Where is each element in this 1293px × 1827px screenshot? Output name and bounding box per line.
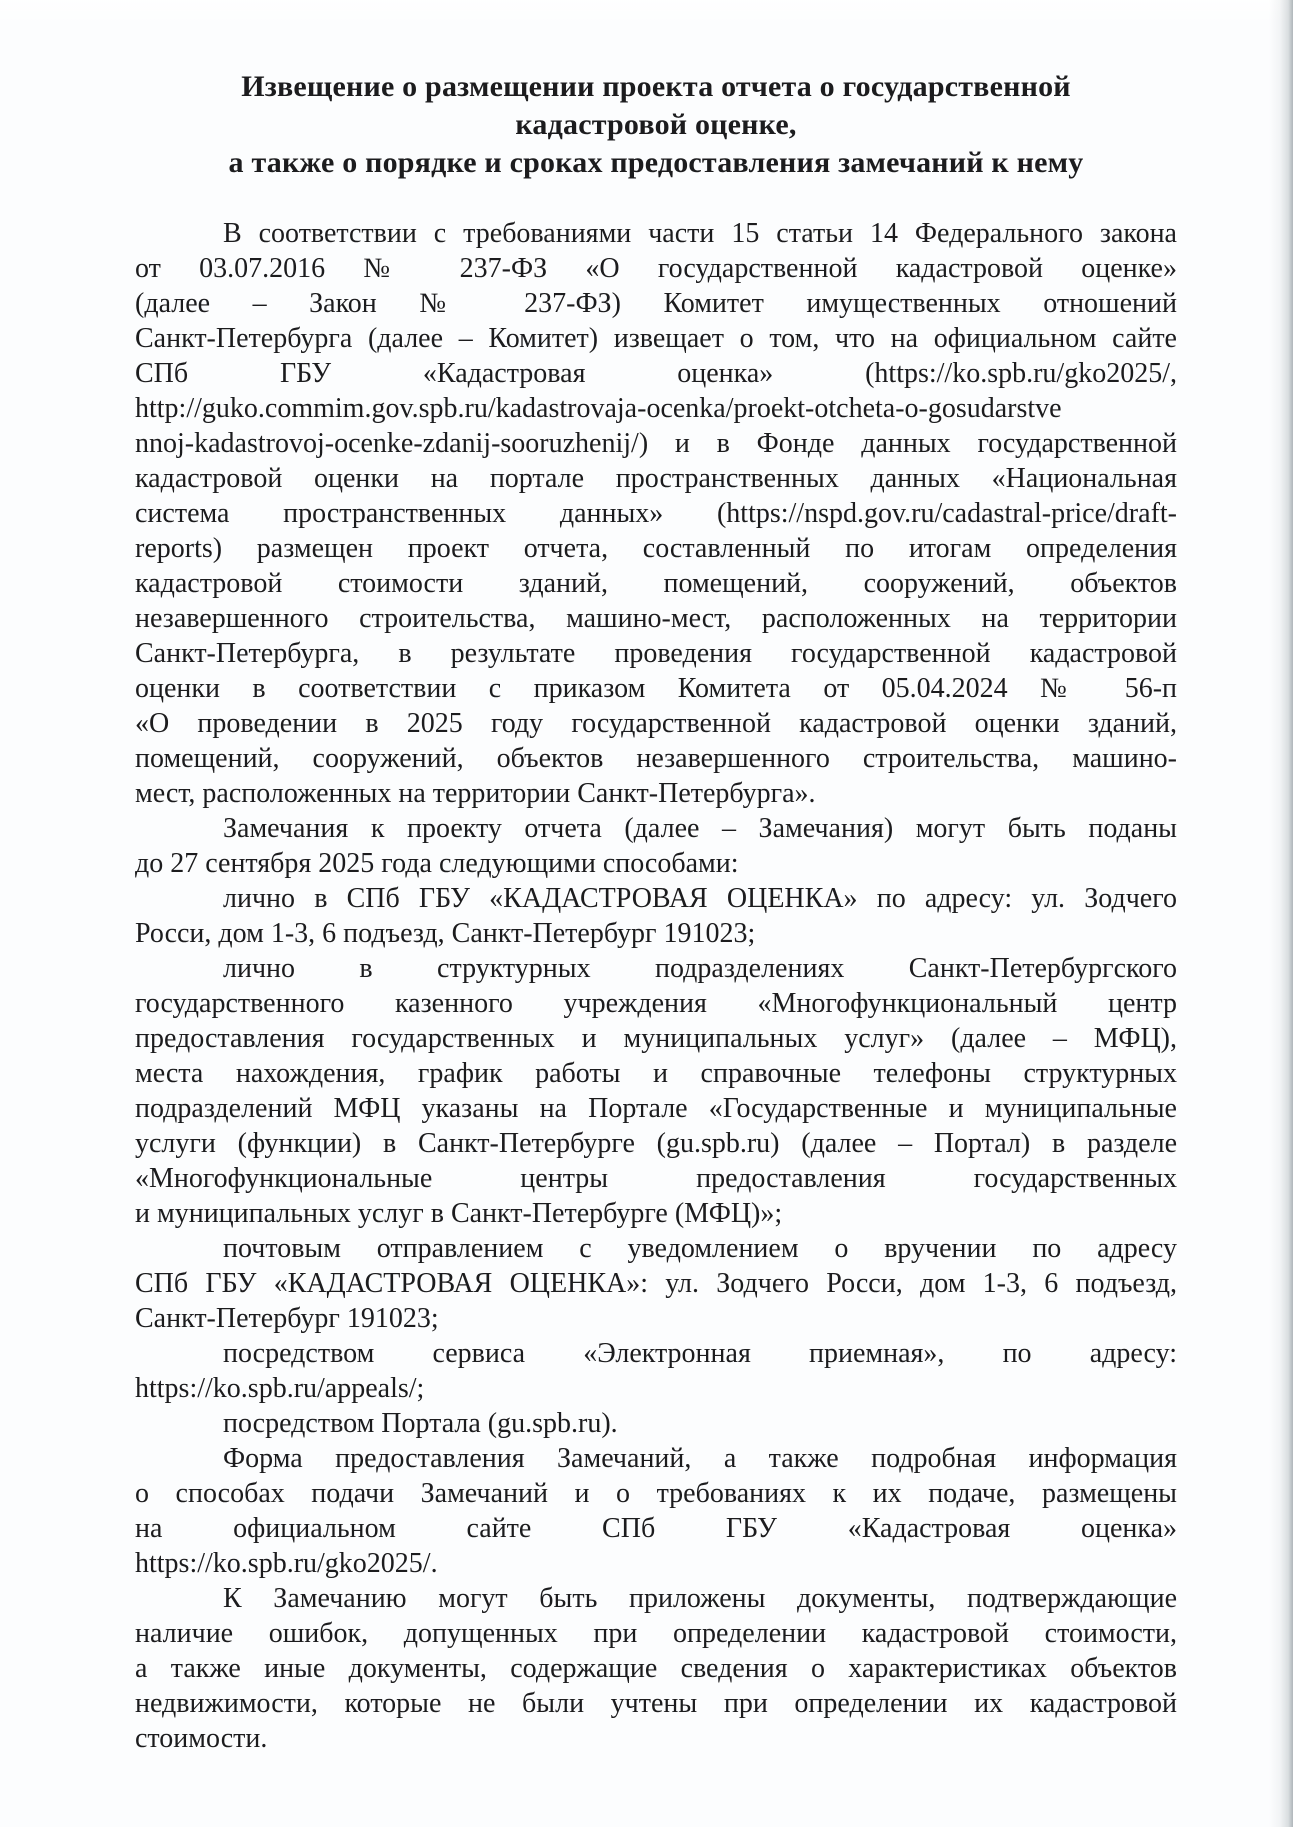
text-line: помещений, сооружений, объектов незавершенного строительства, машино- [135, 743, 1177, 774]
paragraph [135, 1581, 1177, 1756]
document-title-line: Извещение о размещении проекта отчета о государственной [241, 70, 1071, 103]
paragraph [135, 1441, 1177, 1581]
text-line: о способах подачи Замечаний и о требованиях к их подаче, размещены [135, 1478, 1177, 1509]
text-line: почтовым отправлением с уведомлением о вручении по адресу [223, 1233, 1177, 1264]
text-line: Замечания к проекту отчета (далее – Замечания) могут быть поданы [223, 813, 1177, 844]
document-content [135, 68, 1177, 1756]
document-title-line: кадастровой оценке, [515, 108, 797, 141]
text-line: Форма предоставления Замечаний, а также подробная информация [223, 1443, 1177, 1474]
paragraph [135, 216, 1177, 811]
text-line: Санкт-Петербурга (далее – Комитет) извещает о том, что на официальном сайте [135, 323, 1177, 354]
text-line: государственного казенного учреждения «Многофункциональный центр [135, 988, 1177, 1019]
text-line: наличие ошибок, допущенных при определении кадастровой стоимости, [135, 1618, 1177, 1649]
text-line: Санкт-Петербург 191023; [135, 1303, 439, 1334]
text-line: подразделений МФЦ указаны на Портале «Государственные и муниципальные [135, 1093, 1177, 1124]
text-line: «О проведении в 2025 году государственной кадастровой оценки зданий, [135, 708, 1177, 739]
text-line: кадастровой оценки на портале пространственных данных «Национальная [135, 463, 1177, 494]
text-line: предоставления государственных и муниципальных услуг» (далее – МФЦ), [135, 1023, 1177, 1054]
paragraph [135, 951, 1177, 1231]
text-line: https://ko.spb.ru/appeals/; [135, 1373, 425, 1404]
text-line: на официальном сайте СПб ГБУ «Кадастровая оценка» [135, 1513, 1177, 1544]
text-line: https://ko.spb.ru/gko2025/. [135, 1548, 438, 1579]
text-line: стоимости. [135, 1723, 268, 1754]
scan-top-edge [0, 0, 1293, 26]
text-line: лично в структурных подразделениях Санкт-Петербургского [223, 953, 1177, 984]
text-line: незавершенного строительства, машино-мест, расположенных на территории [135, 603, 1177, 634]
text-line: места нахождения, график работы и справочные телефоны структурных [135, 1058, 1177, 1089]
text-line: К Замечанию могут быть приложены документы, подтверждающие [223, 1583, 1177, 1614]
text-line: от 03.07.2016 № 237-ФЗ «О государственной кадастровой оценке» [135, 253, 1177, 284]
text-line: и муниципальных услуг в Санкт-Петербурге (МФЦ)»; [135, 1198, 783, 1229]
text-line: посредством сервиса «Электронная приемная», по адресу: [223, 1338, 1177, 1369]
text-line: В соответствии с требованиями части 15 статьи 14 Федерального закона [223, 218, 1177, 249]
text-line: система пространственных данных» (https://nspd.gov.ru/cadastral-price/draft- [135, 498, 1177, 529]
paragraph [135, 1406, 1177, 1441]
document-title-line: а также о порядке и сроках предоставления замечаний к нему [228, 146, 1084, 179]
text-line: недвижимости, которые не были учтены при определении их кадастровой [135, 1688, 1177, 1719]
text-line: (далее – Закон № 237-ФЗ) Комитет имущественных отношений [135, 288, 1177, 319]
text-line: Санкт-Петербурга, в результате проведения государственной кадастровой [135, 638, 1177, 669]
paragraph [135, 811, 1177, 881]
document-title [135, 68, 1177, 182]
paragraph [135, 881, 1177, 951]
paragraph [135, 1231, 1177, 1336]
text-line: мест, расположенных на территории Санкт-Петербурга». [135, 778, 816, 809]
page-edge-shadow [1269, 0, 1293, 1827]
text-line: услуги (функции) в Санкт-Петербурге (gu.spb.ru) (далее – Портал) в разделе [135, 1128, 1177, 1159]
text-line: «Многофункциональные центры предоставления государственных [135, 1163, 1177, 1194]
text-line: СПб ГБУ «КАДАСТРОВАЯ ОЦЕНКА»: ул. Зодчего Росси, дом 1-3, 6 подъезд, [135, 1268, 1177, 1299]
text-line: оценки в соответствии с приказом Комитета от 05.04.2024 № 56-п [135, 673, 1177, 704]
text-line: лично в СПб ГБУ «КАДАСТРОВАЯ ОЦЕНКА» по адресу: ул. Зодчего [223, 883, 1177, 914]
text-line: reports) размещен проект отчета, составленный по итогам определения [135, 533, 1177, 564]
text-line: nnoj-kadastrovoj-ocenke-zdanij-sooruzhenij/) и в Фонде данных государственной [135, 428, 1177, 459]
text-line: а также иные документы, содержащие сведения о характеристиках объектов [135, 1653, 1177, 1684]
text-line: СПб ГБУ «Кадастровая оценка» (https://ko.spb.ru/gko2025/, [135, 358, 1177, 389]
text-line: кадастровой стоимости зданий, помещений, сооружений, объектов [135, 568, 1177, 599]
text-line: http://guko.commim.gov.spb.ru/kadastrovaja-ocenka/proekt-otcheta-o-gosudarstve [135, 393, 1062, 424]
document-body [135, 216, 1177, 1756]
paragraph [135, 1336, 1177, 1406]
text-line: до 27 сентября 2025 года следующими способами: [135, 848, 739, 879]
text-line: Росси, дом 1-3, 6 подъезд, Санкт-Петербург 191023; [135, 918, 756, 949]
text-line: посредством Портала (gu.spb.ru). [223, 1408, 618, 1439]
